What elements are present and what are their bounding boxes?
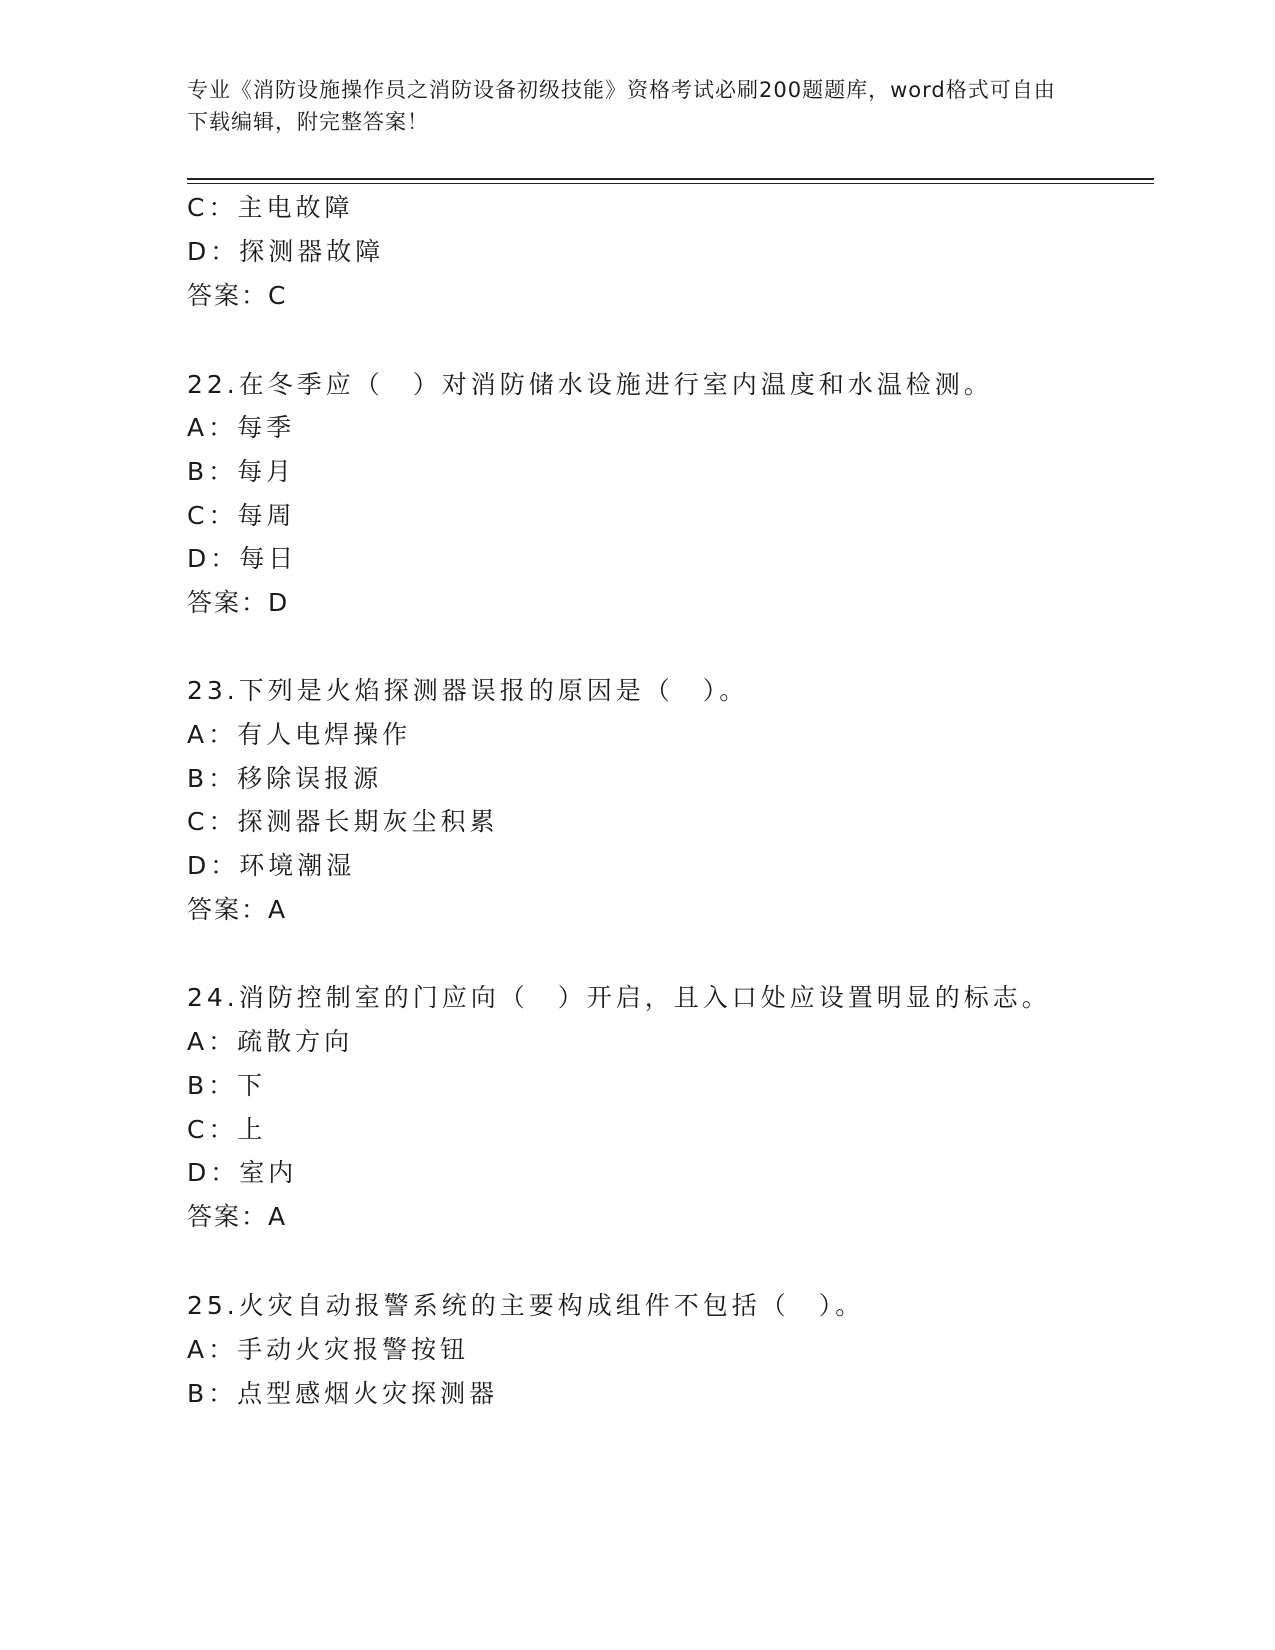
option-c: C：主电故障 xyxy=(187,193,354,222)
option-a: A：手动火灾报警按钮 xyxy=(187,1335,470,1364)
option-c: C：每周 xyxy=(187,501,296,530)
option-c: C：探测器长期灰尘积累 xyxy=(187,807,499,836)
option-d: D：探测器故障 xyxy=(187,237,385,266)
question-25: 25.火灾自动报警系统的主要构成组件不包括（ ）。 xyxy=(187,1291,865,1320)
option-d: D：环境潮湿 xyxy=(187,851,356,880)
option-b: B：下 xyxy=(187,1071,267,1100)
question-22: 22.在冬季应（ ）对消防储水设施进行室内温度和水温检测。 xyxy=(187,370,993,399)
question-24: 24.消防控制室的门应向（ ）开启，且入口处应设置明显的标志。 xyxy=(187,983,1051,1012)
document-header: 专业《消防设施操作员之消防设备初级技能》资格考试必刷200题题库，word格式可自由下载编辑，附完整答案！ xyxy=(187,78,1056,134)
answer-line: 答案：A xyxy=(187,1202,288,1231)
option-a: A：有人电焊操作 xyxy=(187,720,412,749)
header-divider-thin xyxy=(187,183,1154,184)
answer-line: 答案：D xyxy=(187,588,290,617)
option-b: B：每月 xyxy=(187,457,296,486)
answer-line: 答案：A xyxy=(187,895,288,924)
question-23: 23.下列是火焰探测器误报的原因是（ ）。 xyxy=(187,676,749,705)
option-a: A：每季 xyxy=(187,413,296,442)
option-d: D：每日 xyxy=(187,544,298,573)
answer-line: 答案：C xyxy=(187,281,288,310)
header-divider xyxy=(187,178,1154,180)
option-b: B：点型感烟火灾探测器 xyxy=(187,1379,499,1408)
option-a: A：疏散方向 xyxy=(187,1027,354,1056)
option-d: D：室内 xyxy=(187,1158,298,1187)
option-b: B：移除误报源 xyxy=(187,764,383,793)
option-c: C：上 xyxy=(187,1115,267,1144)
